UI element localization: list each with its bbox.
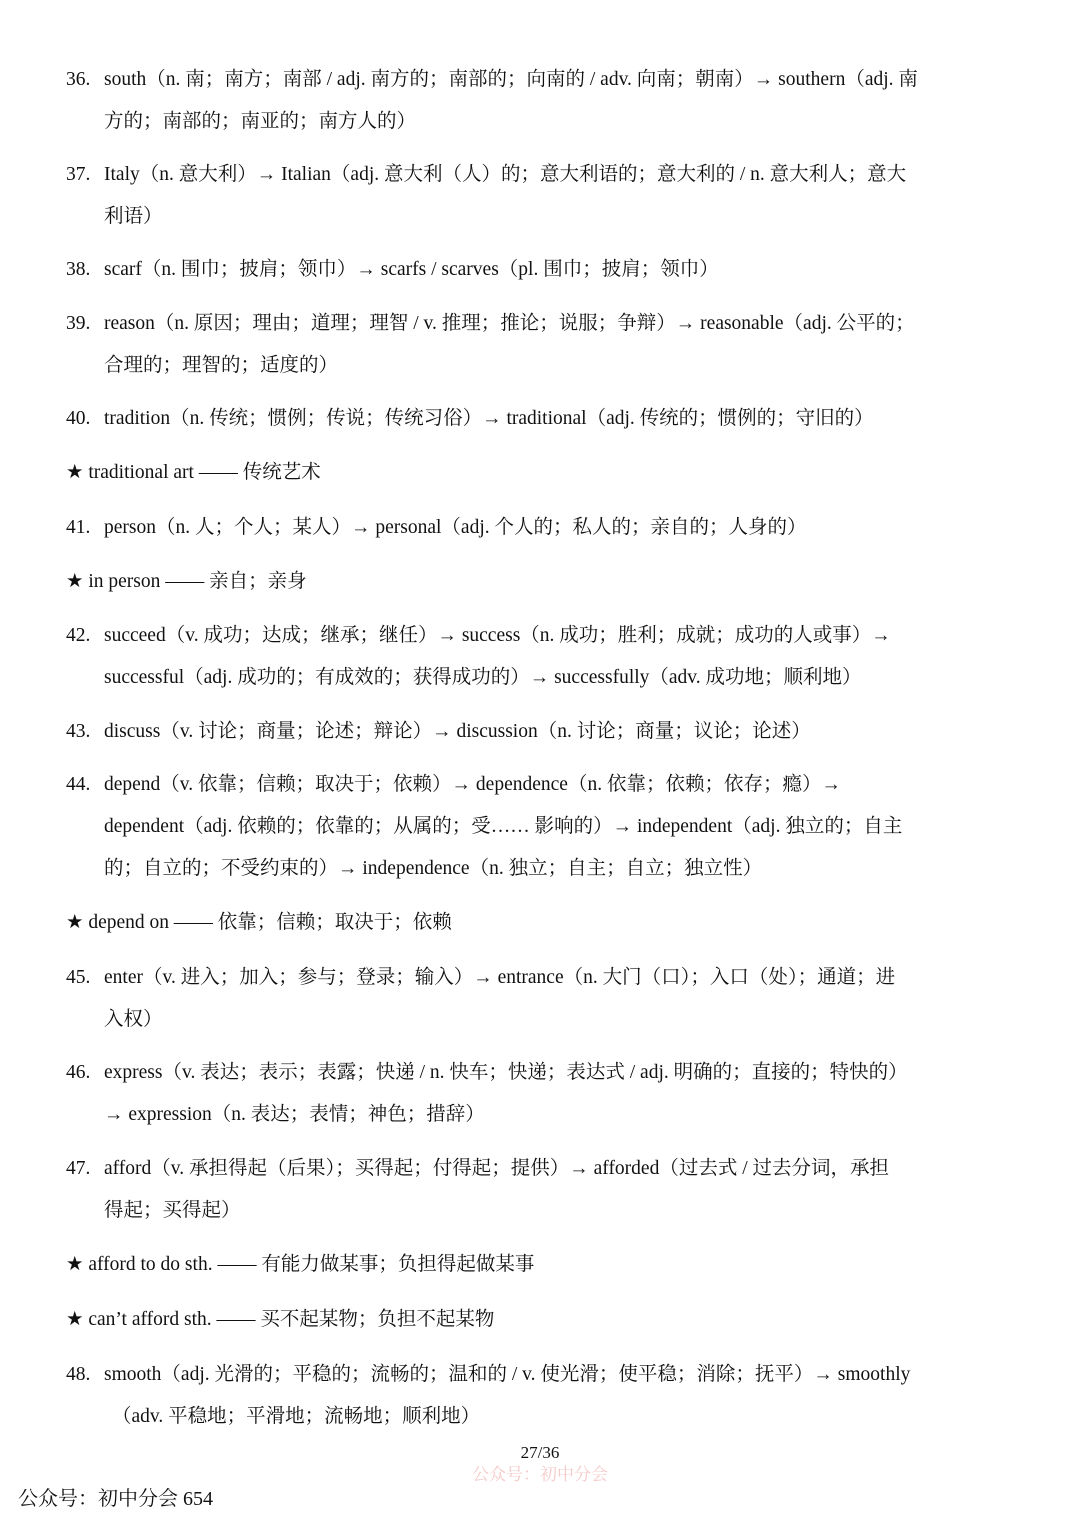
phrase-cant-afford: ★ can’t afford sth. —— 买不起某物；负担不起某物 <box>66 1309 495 1330</box>
entry-text-continued: 方的；南部的；南亚的；南方人的） <box>104 111 417 132</box>
entry-text-continued: successful（adj. 成功的；有成效的；获得成功的）→ successfully（adv. 成功地；顺利地） <box>104 667 862 688</box>
entry-text-continued: → expression（n. 表达；表情；神色；措辞） <box>104 1104 485 1125</box>
entry-36 <box>66 59 1026 143</box>
entry-text: scarf（n. 围巾；披肩；领巾）→ scarfs / scarves（pl. 围巾；披肩；领巾） <box>104 259 719 280</box>
entry-number: 40. <box>66 408 91 429</box>
entry-number: 42. <box>66 625 91 646</box>
entry-number: 45. <box>66 967 91 988</box>
entry-44 <box>66 764 1026 890</box>
phrase-afford-to-do: ★ afford to do sth. —— 有能力做某事；负担得起做某事 <box>66 1254 535 1275</box>
watermark: 公众号：初中分会 <box>472 1465 608 1484</box>
entry-47 <box>66 1148 1026 1232</box>
entry-text-continued: 的；自立的；不受约束的）→ independence（n. 独立；自主；自立；独立性） <box>104 858 763 879</box>
entry-45 <box>66 957 1026 1041</box>
entry-text-continued: 利语） <box>104 206 163 227</box>
phrase-in-person: ★ in person —— 亲自；亲身 <box>66 571 307 592</box>
entry-number: 47. <box>66 1158 91 1179</box>
entry-text: smooth（adj. 光滑的；平稳的；流畅的；温和的 / v. 使光滑；使平稳；消除；抚平）→ smoothly <box>104 1364 911 1385</box>
entry-number: 39. <box>66 313 91 334</box>
entry-number: 44. <box>66 774 91 795</box>
entry-number: 37. <box>66 164 91 185</box>
entry-text: afford（v. 承担得起（后果）；买得起；付得起；提供）→ afforded（过去式 / 过去分词，承担 <box>104 1158 889 1179</box>
entry-41 <box>66 507 1026 549</box>
entry-number: 36. <box>66 69 91 90</box>
entry-text: discuss（v. 讨论；商量；论述；辩论）→ discussion（n. 讨论；商量；议论；论述） <box>104 721 811 742</box>
entry-text: express（v. 表达；表示；表露；快递 / n. 快车；快递；表达式 / adj. 明确的；直接的；特快的） <box>104 1062 908 1083</box>
entry-text: enter（v. 进入；加入；参与；登录；输入）→ entrance（n. 大门（口）；入口（处）；通道；进 <box>104 967 896 988</box>
entry-text: succeed（v. 成功；达成；继承；继任）→ success（n. 成功；胜利；成就；成功的人或事）→ <box>104 625 891 646</box>
entry-number: 46. <box>66 1062 91 1083</box>
phrase-depend-on: ★ depend on —— 依靠；信赖；取决于；依赖 <box>66 912 452 933</box>
entry-text-continued: （adv. 平稳地；平滑地；流畅地；顺利地） <box>112 1406 481 1427</box>
entry-39 <box>66 303 1026 387</box>
entry-40 <box>66 398 1026 440</box>
entry-text: reason（n. 原因；理由；道理；理智 / v. 推理；推论；说服；争辩）→ reasonable（adj. 公平的； <box>104 313 915 334</box>
entry-46 <box>66 1052 1026 1136</box>
entry-text: south（n. 南；南方；南部 / adj. 南方的；南部的；向南的 / adv. 向南；朝南）→ southern（adj. 南 <box>104 69 918 90</box>
account-label: 公众号：初中分会 654 <box>18 1488 213 1510</box>
page-number: 27/36 <box>520 1443 560 1462</box>
entry-number: 48. <box>66 1364 91 1385</box>
entry-text: tradition（n. 传统；惯例；传说；传统习俗）→ traditional（adj. 传统的；惯例的；守旧的） <box>104 408 874 429</box>
entry-number: 38. <box>66 259 91 280</box>
entry-text: person（n. 人；个人；某人）→ personal（adj. 个人的；私人的；亲自的；人身的） <box>104 517 807 538</box>
entry-48 <box>66 1354 1026 1438</box>
entry-text-continued: 入权） <box>104 1009 163 1030</box>
entry-42 <box>66 615 1026 699</box>
entry-text: Italy（n. 意大利）→ Italian（adj. 意大利（人）的；意大利语的；意大利的 / n. 意大利人；意大 <box>104 164 907 185</box>
phrase-traditional-art: ★ traditional art —— 传统艺术 <box>66 462 321 483</box>
entry-43 <box>66 711 1026 753</box>
entry-38 <box>66 249 1026 291</box>
entry-number: 43. <box>66 721 91 742</box>
entry-text-continued: 得起；买得起） <box>104 1200 241 1221</box>
entry-text-continued: 合理的；理智的；适度的） <box>104 355 339 376</box>
entry-37 <box>66 154 1026 238</box>
entry-text-continued: dependent（adj. 依赖的；依靠的；从属的；受…… 影响的）→ independent（adj. 独立的；自主 <box>104 816 903 837</box>
entry-number: 41. <box>66 517 91 538</box>
entry-text: depend（v. 依靠；信赖；取决于；依赖）→ dependence（n. 依靠；依赖；依存；瘾）→ <box>104 774 841 795</box>
